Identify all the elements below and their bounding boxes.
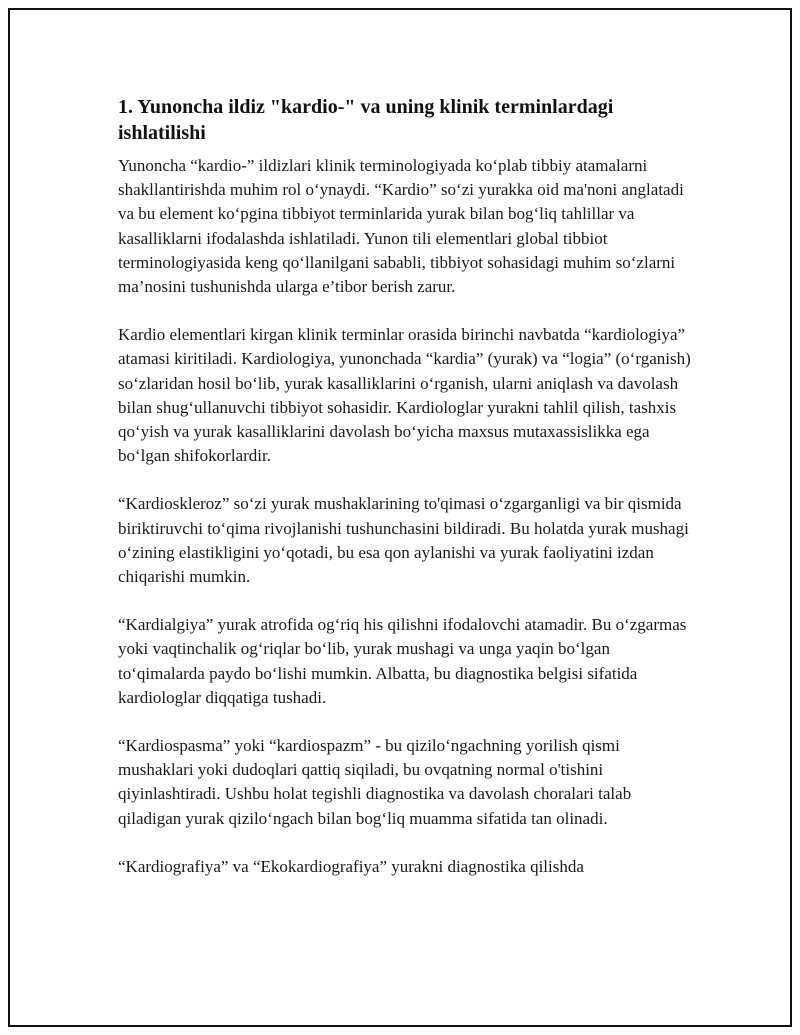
paragraph-kardiologiya: Kardio elementlari kirgan klinik terminlar orasida birinchi navbatda “kardiologiya” atamasi kiritiladi. Kardiologiya, yunonchada “kardia” (yurak) va “logia” (o‘rganish) so‘zlaridan hosil bo‘lib, yurak kasalliklarini o‘rganish, ularni aniqlash va davolash bilan shug‘ullanuvchi tibbiyot sohasidir. Kardiologlar yurakni tahlil qilish, tashxis qo‘yish va yurak kasalliklarini davolash bo‘yicha maxsus mutaxassislikka ega bo‘lgan shifokorlardir. <box>118 325 691 466</box>
paragraph-intro: Yunoncha “kardio-” ildizlari klinik terminologiyada ko‘plab tibbiy atamalarni shakllantirishda muhim rol o‘ynaydi. “Kardio” so‘zi yurakka oid ma'noni anglatadi va bu element ko‘pgina tibbiyot terminlarida yurak bilan bog‘liq tahlillar va kasalliklarni ifodalashda ishlatiladi. Yunon tili elementlari global tibbiot terminologiyasida keng qo‘llanilgani sababli, tibbiyot sohasidagi muhim so‘zlarni ma’nosini tushunishda ularga e’tibor berish zarur. <box>118 156 684 297</box>
section-heading: 1. Yunoncha ildiz "kardio-" va uning klinik terminlardagi ishlatilishi <box>118 96 614 144</box>
paragraph-kardiospasma: “Kardiospasma” yoki “kardiospazm” - bu qizilo‘ngachning yorilish qismi mushaklari yoki dudoqlari qattiq siqiladi, bu ovqatning normal o'tishini qiyinlashtiradi. Ushbu holat tegishli diagnostika va davolash choralari talab qiladigan yurak qizilo‘ngach bilan bog‘liq muamma sifatida tan olinadi. <box>118 736 632 828</box>
paragraph-kardioskleroz: “Kardioskleroz” so‘zi yurak mushaklarining to'qimasi o‘zgarganligi va bir qismida biriktiruvchi to‘qima rivojlanishi tushunchasini bildiradi. Bu holatda yurak mushagi o‘zining elastikligini yo‘qotadi, bu esa qon aylanishi va yurak faoliyatini izdan chiqarishi mumkin. <box>118 494 689 587</box>
paragraph-kardiografiya: “Kardiografiya” va “Ekokardiografiya” yurakni diagnostika qilishda <box>118 856 584 876</box>
document-body <box>118 94 698 879</box>
paragraph-kardialgiya: “Kardialgiya” yurak atrofida og‘riq his qilishni ifodalovchi atamadir. Bu o‘zgarmas yoki vaqtinchalik og‘riqlar bo‘lib, yurak mushagi va unga yaqin bo‘lgan to‘qimalarda paydo bo‘lishi mumkin. Albatta, bu diagnostika belgisi sifatida kardiologlar diqqatiga tushadi. <box>118 615 687 707</box>
